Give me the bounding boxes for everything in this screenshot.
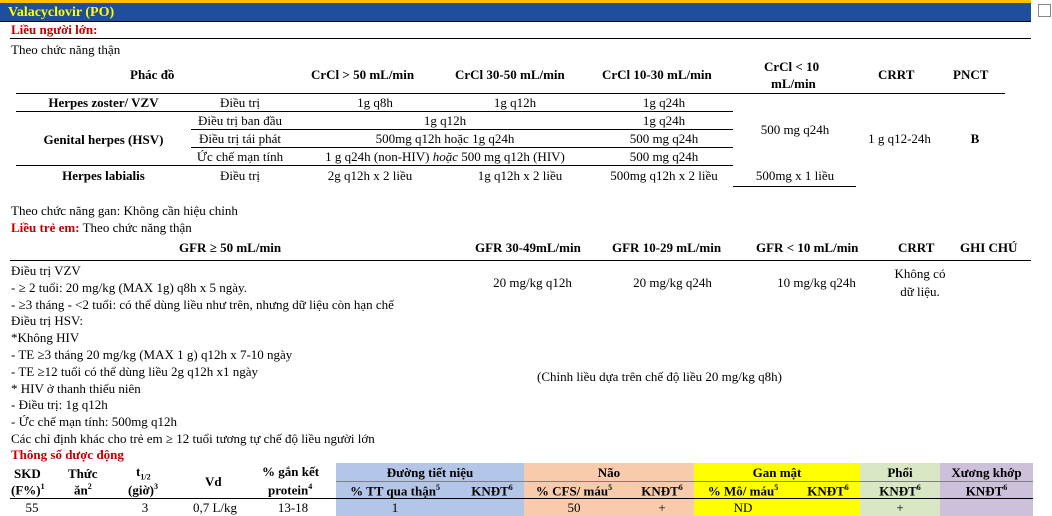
ped-adjust-note: (Chỉnh liều dựa trên chế độ liều 20 mg/kg q8h) xyxy=(537,369,782,384)
pk-section-label: Thông số dược động xyxy=(11,447,124,462)
page-title: Valacyclovir (PO) xyxy=(8,5,115,20)
pk-header-bone: Xương khớp xyxy=(951,465,1022,480)
pediatric-line: Các chỉ định khác cho trẻ em ≥ 12 tuổi tương tự chế độ liều người lớn xyxy=(11,430,375,446)
divider xyxy=(10,38,1031,39)
ped-dose-gfr-10-29: 20 mg/kg q24h xyxy=(633,275,712,290)
pk-header-urinary-pct: % TT qua thận$^5$ xyxy=(350,483,440,499)
genital-initial-type: Điều trị ban đầu xyxy=(197,113,283,128)
adult-renal-note: Theo chức năng thận xyxy=(11,42,121,57)
zoster-type: Điều trị xyxy=(219,95,261,110)
pk-header-urinary-kndt: KNĐT$^6$ xyxy=(471,483,513,499)
header-ped-note: GHI CHÚ xyxy=(960,240,1018,255)
pk-header-brain-kndt: KNĐT$^6$ xyxy=(641,483,683,499)
pediatric-line: - TE ≥12 tuổi có thể dùng liều 2g q12h x1 ngày xyxy=(11,363,258,379)
pediatric-line: - ≥3 tháng - <2 tuổi: có thể dùng liều như trên, nhưng dữ liệu còn hạn chế xyxy=(11,296,394,312)
adult-section-label: Liều người lớn: xyxy=(11,22,98,37)
divider xyxy=(191,129,733,130)
pediatric-section xyxy=(11,220,192,236)
pediatric-line: - ≥ 2 tuổi: 20 mg/kg (MAX 1g) q8h x 5 ngày. xyxy=(11,279,247,295)
pk-header-skd-line1: SKD xyxy=(14,466,41,481)
header-crcl-lt10-line2: mL/min xyxy=(771,76,816,91)
header-gfr-ge50: GFR ≥ 50 mL/min xyxy=(179,240,282,255)
pk-header-t12-line1: $t_{1/2}$ xyxy=(136,464,151,482)
pk-value-vd: 0,7 L/kg xyxy=(192,500,238,515)
zoster-dose-gt50: 1g q8h xyxy=(357,95,393,110)
divider xyxy=(191,147,733,148)
header-crcl-lt10-line1: CrCl < 10 xyxy=(764,59,820,74)
ped-dose-gfr-30-49: 20 mg/kg q12h xyxy=(493,275,572,290)
header-ped-crrt: CRRT xyxy=(898,240,935,255)
pk-value-brain-pct: 50 xyxy=(567,500,581,515)
pediatric-section-rest: Theo chức năng thận xyxy=(82,220,192,235)
ped-dose-gfr-lt10: 10 mg/kg q24h xyxy=(777,275,856,290)
header-gfr-30-49: GFR 30-49mL/min xyxy=(475,240,581,255)
regimen-herpes-labialis: Herpes labialis xyxy=(62,168,145,183)
labialis-dose-30-50: 1g q12h x 2 liều xyxy=(477,168,563,183)
header-crrt: CRRT xyxy=(878,67,915,82)
header-gfr-lt10: GFR < 10 mL/min xyxy=(756,240,859,255)
pk-value-brain-kndt: + xyxy=(658,500,666,515)
pk-header-food-line2: $ăn^2$ xyxy=(74,482,92,498)
pk-value-protein: 13-18 xyxy=(277,500,309,515)
pk-value-t12: 3 xyxy=(141,500,149,515)
pk-header-brain-pct: % CFS/ máu$^5$ xyxy=(535,483,613,499)
labialis-dose-gt50: 2g q12h x 2 liều xyxy=(327,168,413,183)
pk-header-lung: Phổi xyxy=(887,465,913,480)
zoster-dose-10-30: 1g q24h xyxy=(642,95,686,110)
pk-header-vd: Vd xyxy=(205,474,222,489)
crrt-merged: 1 g q12-24h xyxy=(868,131,931,146)
genital-recurrent-dose: 500mg q12h hoặc 1g q24h xyxy=(375,131,515,146)
pediatric-line: *Không HIV xyxy=(11,330,80,346)
zoster-dose-30-50: 1g q12h xyxy=(493,95,537,110)
divider xyxy=(10,260,1031,261)
genital-suppress-type: Ức chế mạn tính xyxy=(196,149,284,164)
pk-header-brain: Não xyxy=(597,465,621,480)
regimen-herpes-zoster: Herpes zoster/ VZV xyxy=(48,95,159,110)
pediatric-line: * HIV ở thanh thiếu niên xyxy=(11,380,141,396)
genital-suppress-dose-b: 500 mg q12h (HIV) xyxy=(461,149,565,164)
pk-value-liver-pct: ND xyxy=(733,500,753,515)
pk-header-t12-line2: (giờ)$^3$ xyxy=(128,482,158,498)
collapse-checkbox[interactable] xyxy=(1038,4,1051,17)
labialis-type: Điều trị xyxy=(219,168,261,183)
pk-header-liver-pct: % Mô/ máu$^5$ xyxy=(707,483,779,499)
pediatric-section-label: Liều trẻ em: xyxy=(11,220,80,235)
ped-crrt-line2: dữ liệu. xyxy=(900,284,940,299)
genital-recurrent-dose-10-30: 500 mg q24h xyxy=(629,131,699,146)
pk-header-urinary: Đường tiết niệu xyxy=(386,465,474,480)
genital-recurrent-type: Điều trị tái phát xyxy=(199,131,281,146)
pk-value-skd: 55 xyxy=(25,500,39,515)
pk-header-skd-line2: $(F\%)^1$ xyxy=(11,482,45,498)
pnct-merged: B xyxy=(970,131,980,146)
pediatric-line: - TE ≥3 tháng 20 mg/kg (MAX 1 g) q12h x 7-10 ngày xyxy=(11,346,293,362)
labialis-dose-lt10: 500mg x 1 liều xyxy=(755,168,835,183)
divider xyxy=(16,93,1005,94)
header-crcl-10-30: CrCl 10-30 mL/min xyxy=(602,67,712,82)
pk-header-food-line1: Thức xyxy=(68,466,98,481)
pk-value-lung-kndt: + xyxy=(896,500,904,515)
genital-suppress-dose-or: hoặc xyxy=(432,149,458,164)
pediatric-line: Điều trị HSV: xyxy=(11,313,83,329)
pediatric-lines xyxy=(11,263,394,448)
pk-header-protein-line2: protein$^4$ xyxy=(268,482,313,498)
divider xyxy=(336,481,1033,482)
genital-suppress-dose xyxy=(300,149,590,165)
pk-header-liver: Gan mật xyxy=(752,465,802,480)
pk-header-protein-line1: % gắn kết xyxy=(262,464,320,479)
header-regimen: Phác đồ xyxy=(130,67,175,82)
divider xyxy=(733,186,856,187)
pk-value-urinary-pct: 1 xyxy=(391,500,399,515)
pediatric-line: Điều trị VZV xyxy=(11,263,81,278)
pediatric-line: - Ức chế mạn tính: 500mg q12h xyxy=(11,414,178,430)
pediatric-line: - Điều trị: 1g q12h xyxy=(11,397,108,413)
genital-initial-dose: 1g q12h xyxy=(423,113,467,128)
genital-suppress-dose-10-30: 500 mg q24h xyxy=(629,149,699,164)
pk-header-lung-kndt: KNĐT$^6$ xyxy=(879,483,921,499)
genital-initial-dose-10-30: 1g q24h xyxy=(642,113,686,128)
genital-suppress-dose-a: 1 g q24h (non-HIV) xyxy=(325,149,430,164)
regimen-genital-herpes: Genital herpes (HSV) xyxy=(43,132,164,147)
header-gfr-10-29: GFR 10-29 mL/min xyxy=(612,240,722,255)
labialis-dose-10-30: 500mg q12h x 2 liều xyxy=(610,168,718,183)
divider xyxy=(16,165,733,166)
header-crcl-gt50: CrCl > 50 mL/min xyxy=(311,67,415,82)
pk-header-liver-kndt: KNĐT$^6$ xyxy=(807,483,849,499)
dose-lt10-merged: 500 mg q24h xyxy=(760,122,830,137)
pk-header-bone-kndt: KNĐT$^6$ xyxy=(965,483,1008,499)
adult-hepatic-note: Theo chức năng gan: Không cần hiệu chỉnh xyxy=(11,203,238,218)
header-crcl-30-50: CrCl 30-50 mL/min xyxy=(455,67,565,82)
title-bar xyxy=(0,0,1031,22)
ped-crrt-line1: Không có xyxy=(894,266,946,281)
divider xyxy=(16,111,733,112)
header-pnct: PNCT xyxy=(953,67,989,82)
divider xyxy=(10,498,1033,499)
